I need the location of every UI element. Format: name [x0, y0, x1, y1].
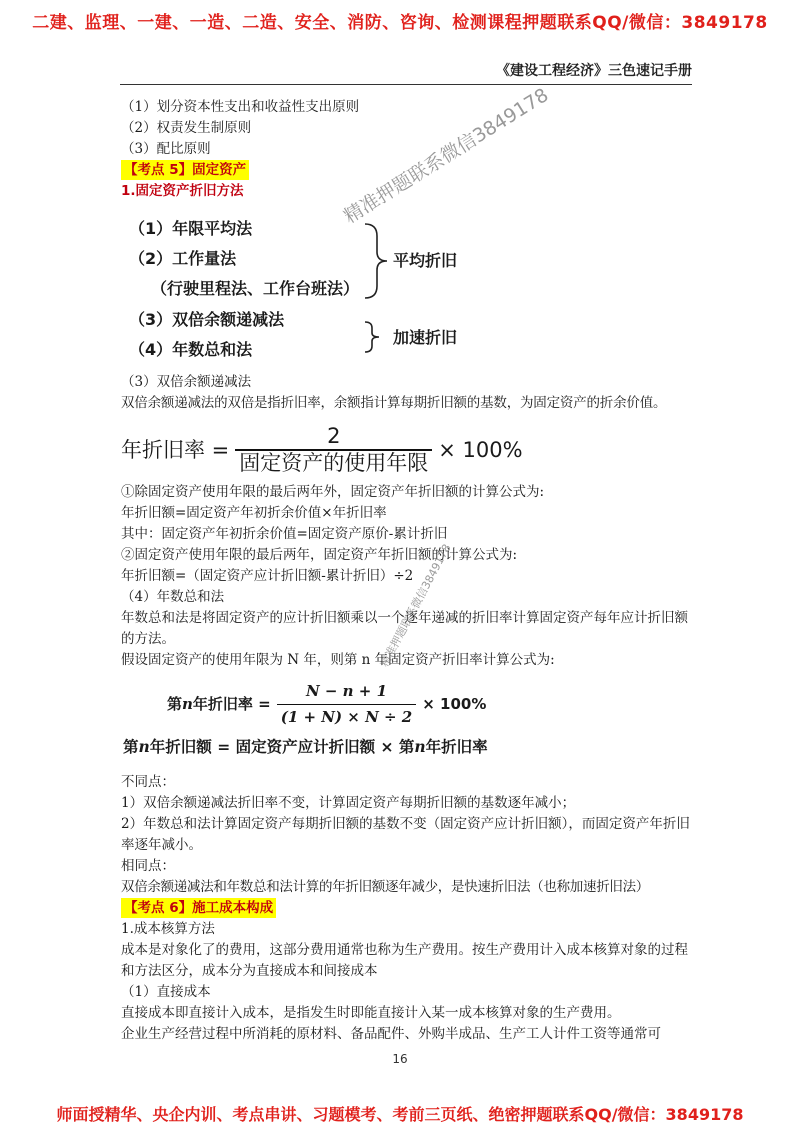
syd-amount-mid: 年折旧额 = 固定资产应计折旧额 × 第 [149, 738, 415, 756]
syd-description: 年数总和法是将固定资产的应计折旧额乘以一个逐年递减的折旧率计算固定资产每年应计折旧额的方法。 [121, 610, 688, 647]
syd-assumption: 假设固定资产的使用年限为 N 年，则第 n 年固定资产折旧率计算公式为: [121, 652, 555, 668]
syd-rate-lhs-post: 年折旧率 = [192, 695, 271, 713]
depreciation-methods-heading: 1.固定资产折旧方法 [121, 183, 244, 199]
ddb-formula-tail: × 100% [438, 437, 523, 462]
difference-1: 1）双倍余额递减法折旧率不变，计算固定资产每期折旧额的基数逐年减小； [121, 795, 576, 811]
bottom-banner: 师面授精华、央企内训、考点串讲、习题模考、考前三页纸、绝密押题联系QQ/微信：3849178 [56, 1105, 744, 1124]
syd-rate-numerator: N − n + 1 [305, 682, 388, 700]
syd-amount-post: 年折旧率 [425, 738, 488, 756]
method-3: （3）双倍余额递减法 [129, 310, 285, 329]
intro-line-3: （3）配比原则 [121, 141, 211, 157]
syd-amount-pre: 第 [123, 738, 139, 756]
header-title: 《建设工程经济》三色速记手册 [496, 63, 692, 79]
ddb-description: 双倍余额递减法的双倍是指折旧率，余额指计算每期折旧额的基数，为固定资产的折余价值。 [121, 395, 667, 411]
ddb-rate-formula [121, 426, 693, 474]
syd-amount-var-1: n [138, 737, 150, 756]
kaodian5-tag: 【考点 5】固定资产 [121, 160, 249, 180]
top-banner: 二建、监理、一建、一造、二造、安全、消防、咨询、检测课程押题联系QQ/微信：3849178 [32, 13, 768, 33]
ddb-heading: （3）双倍余额递减法 [121, 374, 252, 390]
differences-heading: 不同点： [121, 774, 175, 790]
accelerated-depreciation-label: 加速折旧 [393, 328, 458, 347]
method-4: （4）年数总和法 [129, 340, 253, 359]
ddb-formula-numerator: 2 [327, 424, 341, 448]
syd-rate-fraction [277, 681, 417, 728]
kaodian6-tag: 【考点 6】施工成本构成 [121, 898, 276, 918]
cost-accounting-heading: 1.成本核算方法 [121, 921, 215, 937]
direct-cost-heading: （1）直接成本 [121, 984, 211, 1000]
ddb-case-2: ②固定资产使用年限的最后两年，固定资产年折旧额的计算公式为: [121, 547, 518, 563]
header-rule [120, 84, 692, 85]
ddb-case-1: ①除固定资产使用年限的最后两年外，固定资产年折旧额的计算公式为: [121, 484, 545, 500]
method-1: （1）年限平均法 [129, 219, 253, 238]
syd-heading: （4）年数总和法 [121, 589, 225, 605]
watermark-2: 精准押题联系微信3849178 [377, 541, 454, 670]
intro-line-2: （2）权责发生制原则 [121, 120, 252, 136]
method-2-note: （行驶里程法、工作台班法） [151, 279, 360, 298]
syd-rate-lhs-pre: 第 [167, 695, 183, 713]
syd-rate-denominator: (1 + N) × N ÷ 2 [277, 704, 417, 728]
syd-rate-tail: × 100% [422, 695, 487, 713]
syd-amount-var-2: n [414, 737, 426, 756]
ddb-formula-fraction [235, 426, 432, 474]
depreciation-methods-diagram [121, 208, 693, 368]
brace-average [363, 222, 391, 300]
ddb-case-1-formula: 年折旧额=固定资产年初折余价值×年折旧率 [121, 505, 387, 521]
ddb-formula-denominator: 固定资产的使用年限 [235, 449, 432, 474]
syd-amount-formula [123, 736, 693, 758]
method-2: （2）工作量法 [129, 249, 237, 268]
brace-accelerated [363, 320, 383, 354]
syd-rate-formula [167, 681, 693, 728]
ddb-formula-lhs: 年折旧率 = [121, 437, 230, 462]
page-content [121, 97, 693, 1045]
ddb-case-2-formula: 年折旧额=（固定资产应计折旧额-累计折旧）÷2 [121, 568, 414, 584]
watermark-1: 精准押题联系微信3849178 [340, 84, 553, 229]
page-number: 16 [392, 1052, 408, 1066]
cost-accounting-paragraph: 成本是对象化了的费用，这部分费用通常也称为生产费用。按生产费用计入成本核算对象的过程和方法区分，成本分为直接成本和间接成本 [121, 942, 688, 979]
direct-cost-paragraph: 直接成本即直接计入成本，是指发生时即能直接计入某一成本核算对象的生产费用。 [121, 1005, 621, 1021]
difference-2: 2）年数总和法计算固定资产每期折旧额的基数不变（固定资产应计折旧额），而固定资产年折旧率逐年减小。 [121, 816, 690, 853]
syd-rate-lhs-var: n [182, 695, 193, 713]
similarity-1: 双倍余额递减法和年数总和法计算的年折旧额逐年减少，是快速折旧法（也称加速折旧法） [121, 879, 649, 895]
direct-cost-continued: 企业生产经营过程中所消耗的原材料、备品配件、外购半成品、生产工人计件工资等通常可 [121, 1026, 661, 1042]
intro-line-1: （1）划分资本性支出和收益性支出原则 [121, 99, 360, 115]
similarities-heading: 相同点： [121, 858, 175, 874]
ddb-case-1-note: 其中：固定资产年初折余价值=固定资产原价-累计折旧 [121, 526, 448, 542]
average-depreciation-label: 平均折旧 [393, 251, 458, 270]
